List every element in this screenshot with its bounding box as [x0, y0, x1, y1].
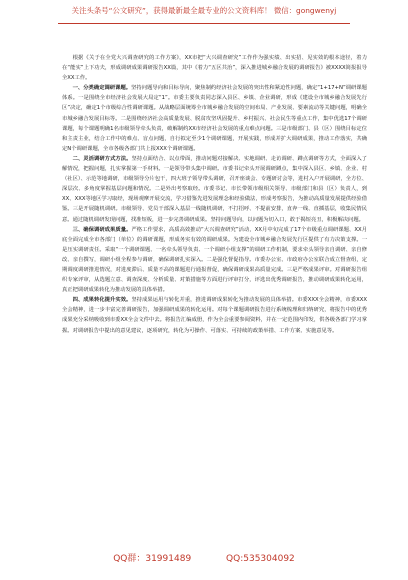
section-heading: 二、灵活调研方式方法。	[72, 155, 132, 162]
paragraph-section-4	[62, 295, 367, 335]
footer	[0, 551, 408, 564]
banner	[0, 6, 408, 16]
document-body	[62, 53, 367, 336]
section-heading: 四、成果转化提升实效。	[72, 297, 132, 304]
section-text: 坚持成果运用与转化并重，推进调研成果转化为推动发展的具体举措。市委XXX全会精神，市委XXX全会精神，进一步丰富完善调研报告，加强调研成果的转化运用。对每个课题调研报告进行系统梳理和归纳研究，将报告中的优秀成果充分采纳吸收到市委XX全会文件中去。将报告汇编成册，作为全会重要参阅资料，并在一定范围内印发，供各级各部门学习掌握。对调研报告中提出的意见建议，逐项研究，转化为可操作、可落实、可持续的政策举措、工作方案、实施意见等。	[62, 297, 367, 334]
section-text: 坚持问题导向和目标导向，聚焦制约经济社会发展的突出性和紧迫性问题，确定“1+17+N”调研课题体系。一是围绕全市经济社会发展大局定“1”。市委主要负责同志深入县区、乡镇、企业调研，形成《建设全市城乡融合发展先行区”决定，确定1个市级综合性调研课题。从战略层面统筹全市城乡融合发展的空间布局、产业发展、要素流动等关键问题，明确全市城乡融合发展目标等。二是围绕经济社会高质量发展、脱贫攻坚巩固提升、乡村振兴、社会民生等重点工作，集中优选17个调研课题，每个课题明确1名市级领导牵头负责，破解制约XX市经济社会发展的重点难点问题。三是市级部门、县（区）围绕目标定位和主责主业，结合工作中的难点、盲点问题，自行拟定至少1个调研课题，开展实践，形成并扩大调研成果，推动工作落实，共确定N个调研课题，全市各级各部门共上报XXX个调研课题。	[62, 85, 367, 152]
section-text: 严格工作要求，高质高效推动“大兴调查研究”活动，XX月中旬完成了17个市级重点调研课题、XX月底全面完成全市各部门（单位）的调研课题，形成务实有效的调研成果。为建设全市城乡融合发展先行区提供了有力决策支撑。一是压实调研责任。采取“一个调研课题、一名牵头领导负责、一个调研小组支撑”的调研工作机制，要求牵头领导亲自调研、亲自修改、亲自撰写，调研小组全程参与调研，确保调研扎实深入。二是强化督促指导。市委办公室、市政府办公室联合成立督查组，定期调度调研推进情况，对进度滞后、质量不高的课题进行通报督促，确保调研成果高质量完成。三是严格成果评审。对调研报告组织专家评审，从选题立意、调查深度、分析质量、对策措施等方面进行评审打分，评选出优秀调研报告，推动调研成果转化运用，真正把调研成果转化为推动发展的具体举措。	[62, 226, 367, 294]
paragraph-intro: 根据《关于在全党大兴调查研究的工作方案》，XX市把“大兴调查研究”工作作为强实绩、出实招、见实效的根本途径，着力在“能实”上下功夫，形成调研成果调研报告XX篇，其中《着力“五区共治”，深入推进城乡融合发展的调研报告》被XXXX简报报导全XX工作。	[62, 55, 367, 82]
paragraph-section-1	[62, 83, 367, 154]
section-heading: 一、分类确定调研课题。	[72, 85, 132, 92]
paragraph-section-2	[62, 154, 367, 225]
paragraph-section-3	[62, 225, 367, 296]
section-text: 坚持点面结合、以点带面，推动问题对接解决、实地调研、走访调研、蹲点调研等方式，全面深入了解情况，把握问题，扎实掌握第一手材料。一是领导带头集中调研。市委书记牵头开展调研蹲点，集中深入县区、乡镇、企业、村（社区）、示范等地调研，市级领导分片包干，四大班子领导带头调研，召开座谈会、专题研讨会等，进村入户开展调研，全方位、深层次、多角度掌握基层问题和情况。二是外出考察取经。市委书记、市长带领市级相关领导、市级部门和县（区）负责人，到XX、XXX等地区学习取经，现场观摩开展交流，学习借鉴先进发展理念和经验做法，形成考察报告，为推动高质量发展提供经验借鉴。三是开展随机调研。市级领导、党员干部深入基层一线随机调研，不打招呼、不提前安排，直奔一线、直插基层，收集民情民意。通过随机调研发现问题，找准短板，进一步完善调研成果。坚持问题导向，以问题为切入口，敢于揭短亮丑，积极解决问题。	[62, 155, 367, 223]
banner-text: 关注头条号“公文研究”，获得最新最全最专业的公文资料库！ 微信：gongwenyj	[71, 6, 337, 15]
footer-qq: QQ:535304092	[226, 554, 295, 564]
banner-underline	[58, 23, 350, 24]
footer-qq-group: QQ群：31991489	[113, 554, 192, 564]
section-heading: 三、确保调研成果质量。	[72, 226, 132, 233]
